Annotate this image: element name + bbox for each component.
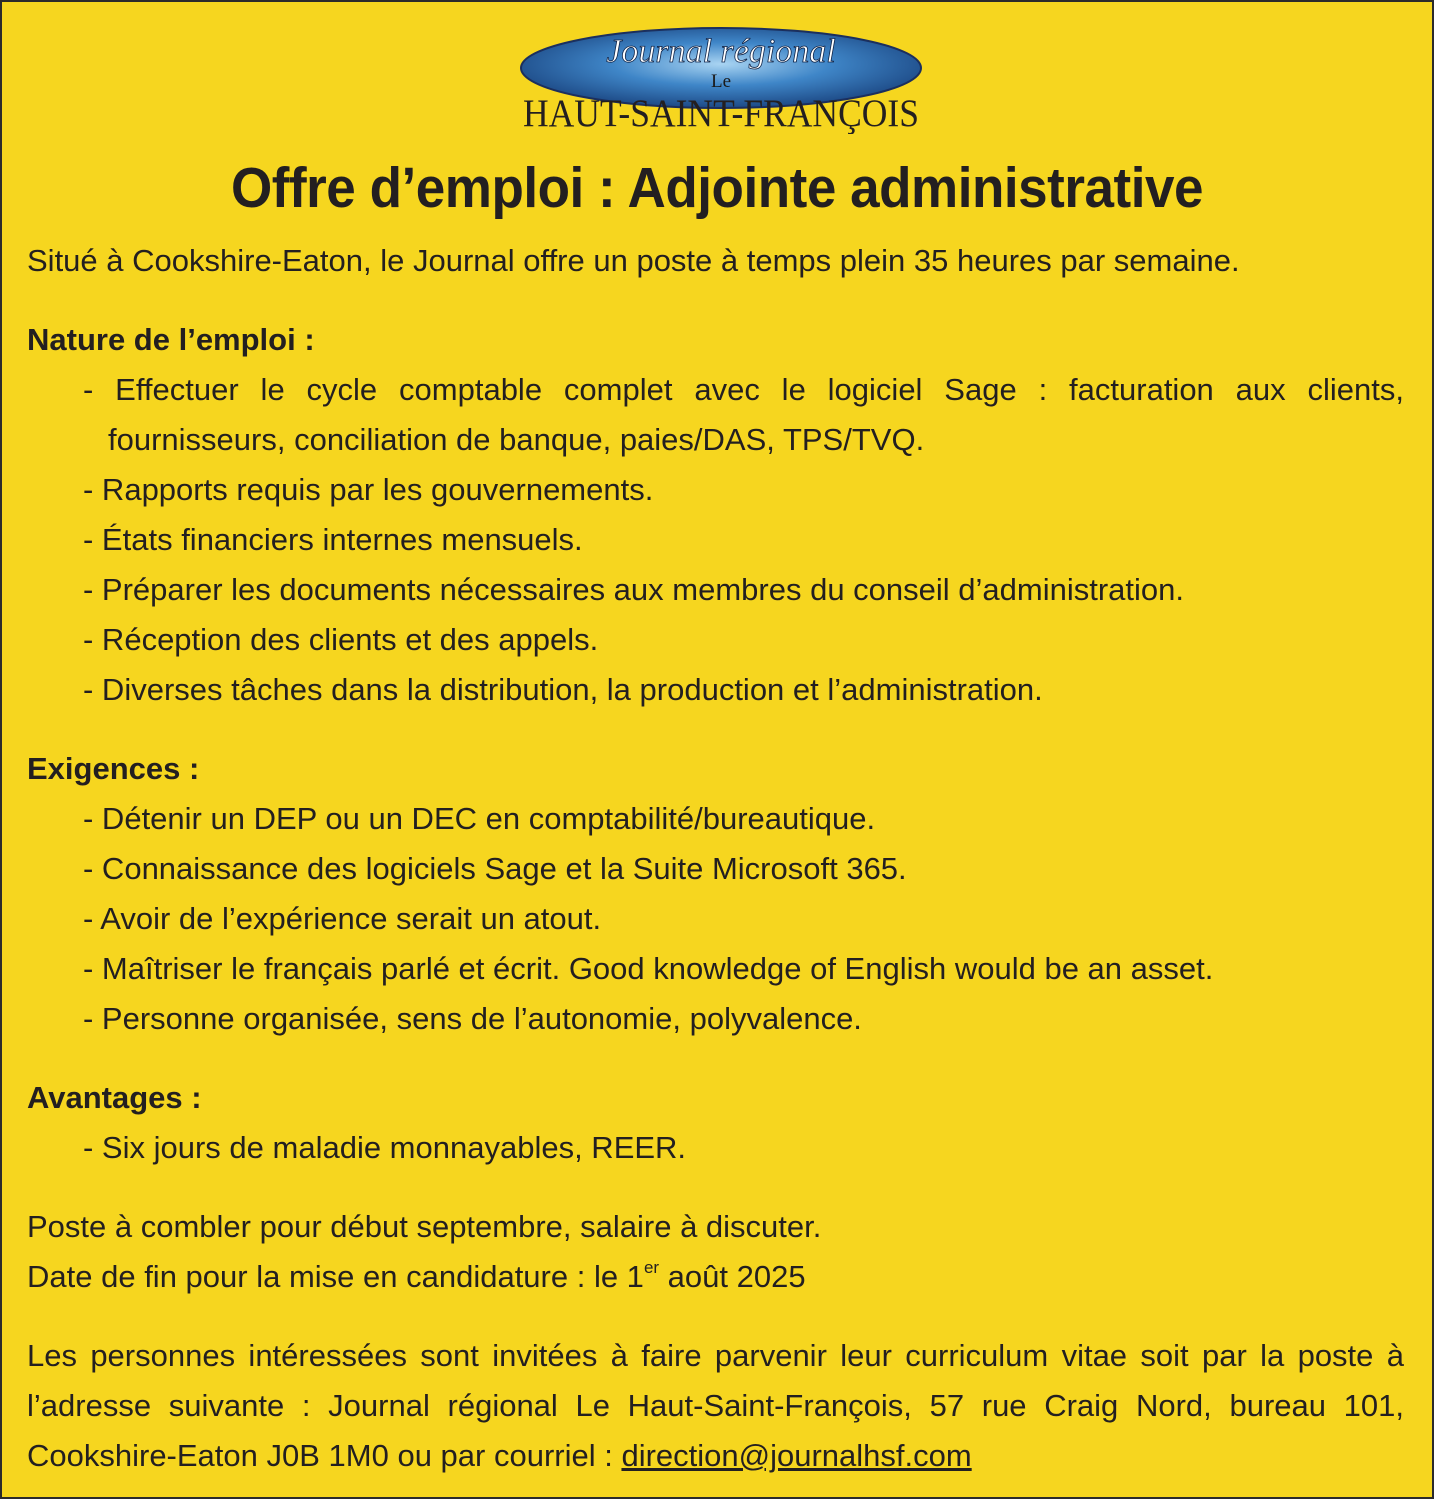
deadline-prefix: Date de fin pour la mise en candidature : le 1 xyxy=(27,1259,644,1294)
nature-list xyxy=(27,365,1404,715)
email-link[interactable]: direction@journalhsf.com xyxy=(621,1438,972,1473)
list-item: - Détenir un DEP ou un DEC en comptabilité/bureautique. xyxy=(83,801,876,836)
exigences-list xyxy=(27,794,1404,1044)
journal-logo xyxy=(517,24,925,134)
nature-heading: Nature de l’emploi : xyxy=(27,322,315,357)
poste-text: Poste à combler pour début septembre, salaire à discuter. xyxy=(27,1209,822,1244)
list-item: - Six jours de maladie monnayables, REER. xyxy=(83,1130,687,1165)
list-item: - Rapports requis par les gouvernements. xyxy=(83,472,654,507)
logo-line2: Le xyxy=(710,71,732,92)
list-item: - Réception des clients et des appels. xyxy=(83,622,599,657)
list-item: - Maîtriser le français parlé et écrit. Good knowledge of English would be an asset. xyxy=(83,951,1214,986)
avantages-list xyxy=(27,1123,1404,1173)
exigences-heading: Exigences : xyxy=(27,751,200,786)
list-item: - Connaissance des logiciels Sage et la Suite Microsoft 365. xyxy=(83,851,907,886)
list-item: - Personne organisée, sens de l’autonomie, polyvalence. xyxy=(83,1001,862,1036)
list-item: - Diverses tâches dans la distribution, la production et l’administration. xyxy=(83,672,1043,707)
avantages-heading: Avantages : xyxy=(27,1080,202,1115)
contact-body: Les personnes intéressées sont invitées à faire parvenir leur curriculum vitae soit par la poste à l’adresse suivante : Journal régional Le Haut-Saint-François, 57 rue Craig Nord, bureau 101, Cookshire-Eaton J0B 1M0 ou par courriel : xyxy=(27,1338,1404,1473)
list-item: - Avoir de l’expérience serait un atout. xyxy=(83,901,602,936)
list-item: - États financiers internes mensuels. xyxy=(83,522,583,557)
intro-text: Situé à Cookshire-Eaton, le Journal offre un poste à temps plein 35 heures par semaine. xyxy=(27,243,1240,278)
list-item: - Effectuer le cycle comptable complet avec le logiciel Sage : facturation aux clients, fournisseurs, conciliation de banque, paies/DAS, TPS/TVQ. xyxy=(83,372,1404,457)
deadline-text xyxy=(27,1252,1404,1302)
deadline-suffix: août 2025 xyxy=(659,1259,806,1294)
contact-text xyxy=(27,1331,1404,1481)
list-item: - Préparer les documents nécessaires aux membres du conseil d’administration. xyxy=(83,572,1184,607)
page-title: Offre d’emploi : Adjointe administrative xyxy=(230,156,1204,220)
deadline-superscript: er xyxy=(643,1258,660,1277)
posting-body xyxy=(27,236,1404,1481)
logo-line1: Journal régional xyxy=(606,33,836,70)
logo-line3: HAUT-SAINT-FRANÇOIS xyxy=(523,92,919,134)
